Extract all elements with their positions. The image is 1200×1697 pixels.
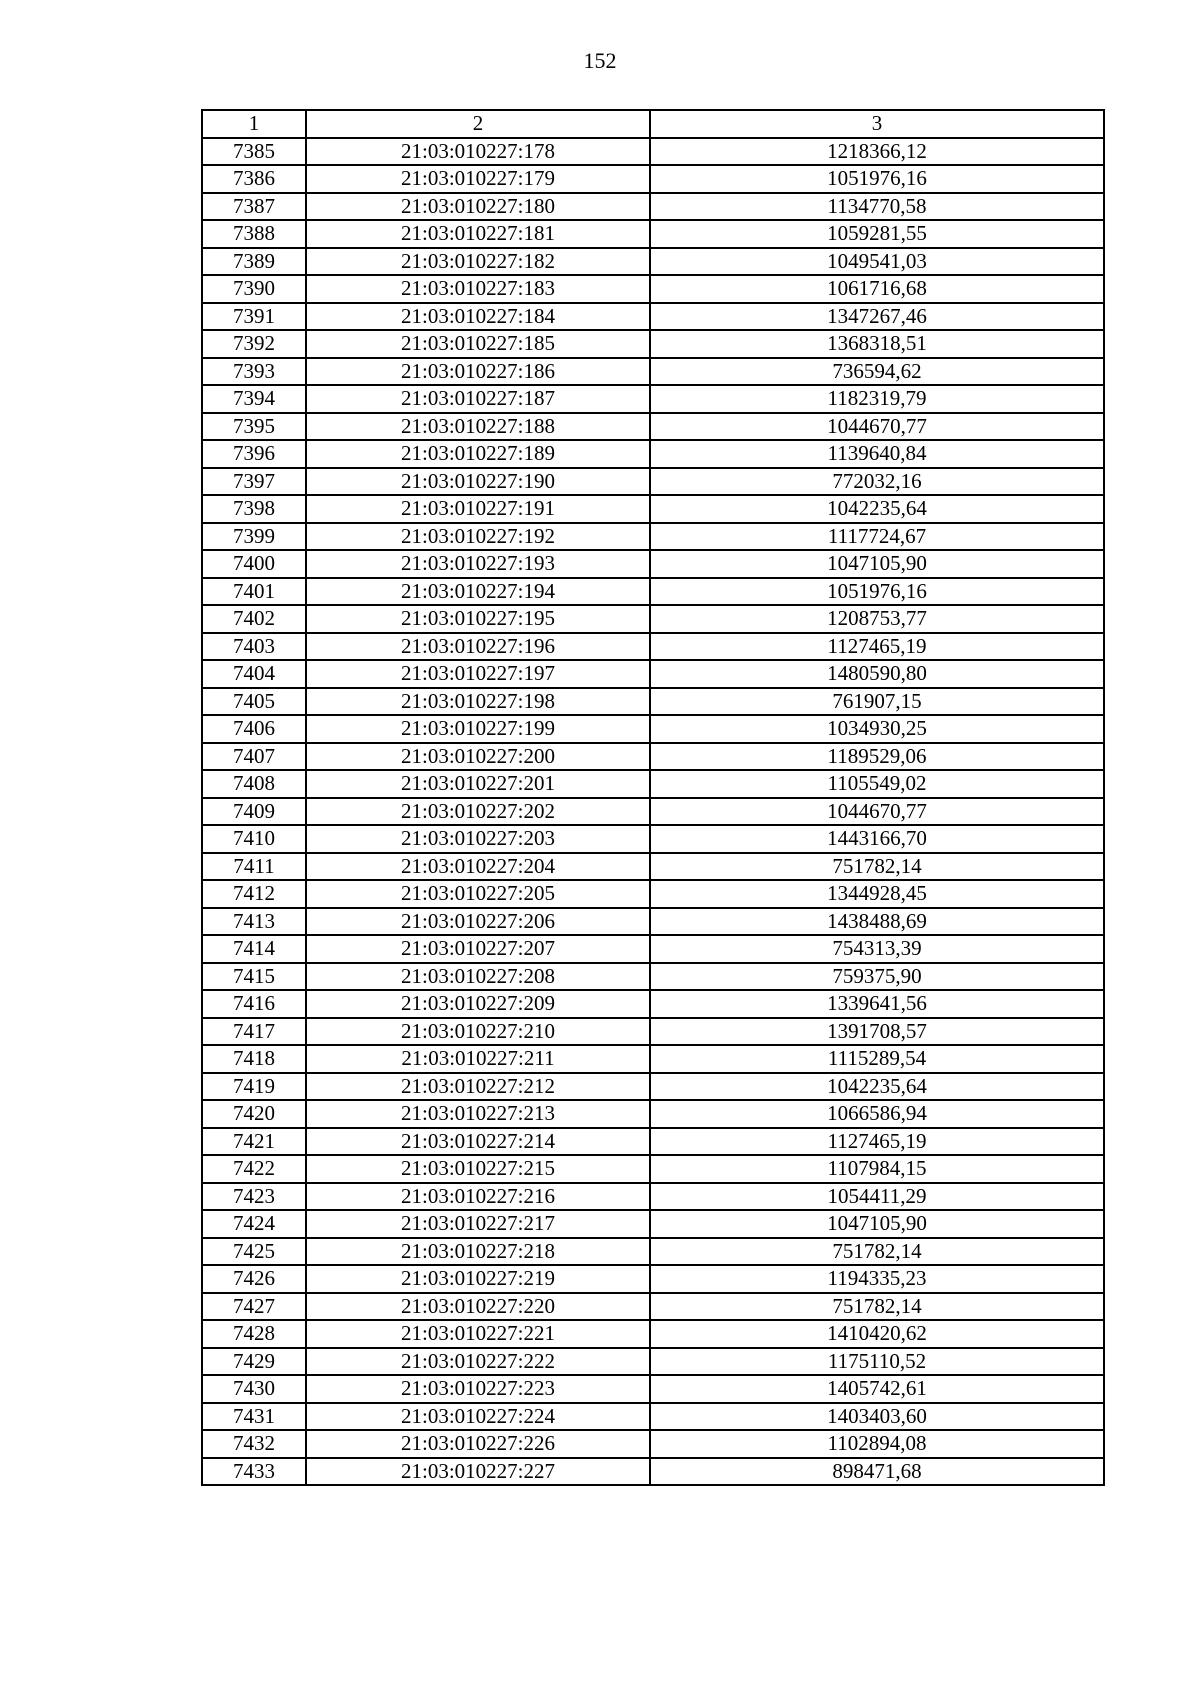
value-cell: 1410420,62 — [650, 1320, 1104, 1348]
value-cell: 1403403,60 — [650, 1403, 1104, 1431]
cadastral-number-cell: 21:03:010227:204 — [306, 853, 650, 881]
value-cell: 1047105,90 — [650, 550, 1104, 578]
row-number-cell: 7386 — [202, 165, 306, 193]
table-row — [202, 825, 1104, 853]
data-table — [201, 109, 1105, 1486]
row-number-cell: 7394 — [202, 385, 306, 413]
row-number-cell: 7425 — [202, 1238, 306, 1266]
row-number-cell: 7387 — [202, 193, 306, 221]
table-row — [202, 853, 1104, 881]
cadastral-number-cell: 21:03:010227:213 — [306, 1100, 650, 1128]
row-number-cell: 7429 — [202, 1348, 306, 1376]
row-number-cell: 7427 — [202, 1293, 306, 1321]
cadastral-number-cell: 21:03:010227:198 — [306, 688, 650, 716]
row-number-cell: 7399 — [202, 523, 306, 551]
row-number-cell: 7412 — [202, 880, 306, 908]
cadastral-number-cell: 21:03:010227:217 — [306, 1210, 650, 1238]
table-row — [202, 660, 1104, 688]
row-number-cell: 7424 — [202, 1210, 306, 1238]
value-cell: 1066586,94 — [650, 1100, 1104, 1128]
table-row — [202, 1073, 1104, 1101]
column-header: 2 — [306, 110, 650, 138]
value-cell: 1102894,08 — [650, 1430, 1104, 1458]
value-cell: 1049541,03 — [650, 248, 1104, 276]
row-number-cell: 7400 — [202, 550, 306, 578]
cadastral-number-cell: 21:03:010227:189 — [306, 440, 650, 468]
value-cell: 1127465,19 — [650, 1128, 1104, 1156]
cadastral-number-cell: 21:03:010227:203 — [306, 825, 650, 853]
cadastral-number-cell: 21:03:010227:190 — [306, 468, 650, 496]
row-number-cell: 7405 — [202, 688, 306, 716]
row-number-cell: 7388 — [202, 220, 306, 248]
table-row — [202, 1128, 1104, 1156]
value-cell: 754313,39 — [650, 935, 1104, 963]
value-cell: 1139640,84 — [650, 440, 1104, 468]
table-row — [202, 798, 1104, 826]
cadastral-number-cell: 21:03:010227:196 — [306, 633, 650, 661]
value-cell: 1134770,58 — [650, 193, 1104, 221]
table-body — [202, 138, 1104, 1486]
row-number-cell: 7432 — [202, 1430, 306, 1458]
table-row — [202, 440, 1104, 468]
value-cell: 1117724,67 — [650, 523, 1104, 551]
page-number: 152 — [583, 48, 617, 73]
table-row — [202, 1430, 1104, 1458]
table-row — [202, 193, 1104, 221]
row-number-cell: 7414 — [202, 935, 306, 963]
table-row — [202, 1320, 1104, 1348]
cadastral-number-cell: 21:03:010227:218 — [306, 1238, 650, 1266]
value-cell: 1189529,06 — [650, 743, 1104, 771]
table-row — [202, 1238, 1104, 1266]
row-number-cell: 7418 — [202, 1045, 306, 1073]
cadastral-number-cell: 21:03:010227:182 — [306, 248, 650, 276]
cadastral-number-cell: 21:03:010227:183 — [306, 275, 650, 303]
value-cell: 1182319,79 — [650, 385, 1104, 413]
cadastral-number-cell: 21:03:010227:226 — [306, 1430, 650, 1458]
cadastral-number-cell: 21:03:010227:221 — [306, 1320, 650, 1348]
row-number-cell: 7423 — [202, 1183, 306, 1211]
value-cell: 1218366,12 — [650, 138, 1104, 166]
cadastral-number-cell: 21:03:010227:222 — [306, 1348, 650, 1376]
row-number-cell: 7417 — [202, 1018, 306, 1046]
table-row — [202, 1348, 1104, 1376]
cadastral-number-cell: 21:03:010227:187 — [306, 385, 650, 413]
cadastral-number-cell: 21:03:010227:200 — [306, 743, 650, 771]
cadastral-number-cell: 21:03:010227:193 — [306, 550, 650, 578]
row-number-cell: 7404 — [202, 660, 306, 688]
cadastral-number-cell: 21:03:010227:192 — [306, 523, 650, 551]
cadastral-number-cell: 21:03:010227:199 — [306, 715, 650, 743]
value-cell: 1115289,54 — [650, 1045, 1104, 1073]
table-row — [202, 715, 1104, 743]
value-cell: 751782,14 — [650, 853, 1104, 881]
table-row — [202, 385, 1104, 413]
value-cell: 1344928,45 — [650, 880, 1104, 908]
cadastral-number-cell: 21:03:010227:219 — [306, 1265, 650, 1293]
value-cell: 1059281,55 — [650, 220, 1104, 248]
cadastral-number-cell: 21:03:010227:216 — [306, 1183, 650, 1211]
table-row — [202, 1375, 1104, 1403]
value-cell: 1034930,25 — [650, 715, 1104, 743]
value-cell: 761907,15 — [650, 688, 1104, 716]
value-cell: 1339641,56 — [650, 990, 1104, 1018]
column-header: 1 — [202, 110, 306, 138]
table-row — [202, 688, 1104, 716]
row-number-cell: 7422 — [202, 1155, 306, 1183]
cadastral-number-cell: 21:03:010227:201 — [306, 770, 650, 798]
table-row — [202, 1265, 1104, 1293]
cadastral-number-cell: 21:03:010227:180 — [306, 193, 650, 221]
value-cell: 1107984,15 — [650, 1155, 1104, 1183]
cadastral-number-cell: 21:03:010227:178 — [306, 138, 650, 166]
value-cell: 1051976,16 — [650, 165, 1104, 193]
row-number-cell: 7430 — [202, 1375, 306, 1403]
value-cell: 898471,68 — [650, 1458, 1104, 1486]
value-cell: 1042235,64 — [650, 1073, 1104, 1101]
table-row — [202, 880, 1104, 908]
cadastral-number-cell: 21:03:010227:185 — [306, 330, 650, 358]
cadastral-number-cell: 21:03:010227:188 — [306, 413, 650, 441]
table-row — [202, 1293, 1104, 1321]
row-number-cell: 7389 — [202, 248, 306, 276]
table-row — [202, 1403, 1104, 1431]
cadastral-number-cell: 21:03:010227:202 — [306, 798, 650, 826]
table-row — [202, 1155, 1104, 1183]
value-cell: 1042235,64 — [650, 495, 1104, 523]
row-number-cell: 7415 — [202, 963, 306, 991]
cadastral-number-cell: 21:03:010227:227 — [306, 1458, 650, 1486]
value-cell: 1347267,46 — [650, 303, 1104, 331]
row-number-cell: 7408 — [202, 770, 306, 798]
value-cell: 1443166,70 — [650, 825, 1104, 853]
row-number-cell: 7403 — [202, 633, 306, 661]
cadastral-number-cell: 21:03:010227:197 — [306, 660, 650, 688]
column-header: 3 — [650, 110, 1104, 138]
value-cell: 1047105,90 — [650, 1210, 1104, 1238]
row-number-cell: 7416 — [202, 990, 306, 1018]
row-number-cell: 7391 — [202, 303, 306, 331]
value-cell: 1208753,77 — [650, 605, 1104, 633]
table-row — [202, 220, 1104, 248]
row-number-cell: 7426 — [202, 1265, 306, 1293]
row-number-cell: 7396 — [202, 440, 306, 468]
cadastral-number-cell: 21:03:010227:179 — [306, 165, 650, 193]
row-number-cell: 7398 — [202, 495, 306, 523]
table-row — [202, 550, 1104, 578]
value-cell: 1061716,68 — [650, 275, 1104, 303]
cadastral-number-cell: 21:03:010227:191 — [306, 495, 650, 523]
row-number-cell: 7406 — [202, 715, 306, 743]
value-cell: 1044670,77 — [650, 798, 1104, 826]
table-row — [202, 633, 1104, 661]
table-row — [202, 1458, 1104, 1486]
table-header — [202, 110, 1104, 138]
cadastral-number-cell: 21:03:010227:194 — [306, 578, 650, 606]
table-row — [202, 935, 1104, 963]
header-row — [202, 110, 1104, 138]
cadastral-number-cell: 21:03:010227:220 — [306, 1293, 650, 1321]
row-number-cell: 7397 — [202, 468, 306, 496]
row-number-cell: 7431 — [202, 1403, 306, 1431]
cadastral-number-cell: 21:03:010227:208 — [306, 963, 650, 991]
table-row — [202, 605, 1104, 633]
table-row — [202, 275, 1104, 303]
row-number-cell: 7395 — [202, 413, 306, 441]
table-row — [202, 908, 1104, 936]
table-row — [202, 495, 1104, 523]
row-number-cell: 7428 — [202, 1320, 306, 1348]
row-number-cell: 7393 — [202, 358, 306, 386]
row-number-cell: 7407 — [202, 743, 306, 771]
value-cell: 736594,62 — [650, 358, 1104, 386]
row-number-cell: 7411 — [202, 853, 306, 881]
cadastral-number-cell: 21:03:010227:212 — [306, 1073, 650, 1101]
value-cell: 1105549,02 — [650, 770, 1104, 798]
row-number-cell: 7420 — [202, 1100, 306, 1128]
row-number-cell: 7410 — [202, 825, 306, 853]
row-number-cell: 7385 — [202, 138, 306, 166]
value-cell: 751782,14 — [650, 1293, 1104, 1321]
table-row — [202, 743, 1104, 771]
value-cell: 1405742,61 — [650, 1375, 1104, 1403]
cadastral-number-cell: 21:03:010227:186 — [306, 358, 650, 386]
cadastral-number-cell: 21:03:010227:207 — [306, 935, 650, 963]
row-number-cell: 7392 — [202, 330, 306, 358]
row-number-cell: 7433 — [202, 1458, 306, 1486]
row-number-cell: 7409 — [202, 798, 306, 826]
table-row — [202, 413, 1104, 441]
value-cell: 1391708,57 — [650, 1018, 1104, 1046]
cadastral-number-cell: 21:03:010227:184 — [306, 303, 650, 331]
value-cell: 1175110,52 — [650, 1348, 1104, 1376]
table-row — [202, 523, 1104, 551]
table-row — [202, 990, 1104, 1018]
value-cell: 772032,16 — [650, 468, 1104, 496]
value-cell: 1051976,16 — [650, 578, 1104, 606]
value-cell: 1480590,80 — [650, 660, 1104, 688]
cadastral-number-cell: 21:03:010227:215 — [306, 1155, 650, 1183]
table-row — [202, 1100, 1104, 1128]
cadastral-number-cell: 21:03:010227:214 — [306, 1128, 650, 1156]
row-number-cell: 7413 — [202, 908, 306, 936]
value-cell: 1044670,77 — [650, 413, 1104, 441]
table-row — [202, 770, 1104, 798]
table-row — [202, 1210, 1104, 1238]
table-row — [202, 1183, 1104, 1211]
row-number-cell: 7419 — [202, 1073, 306, 1101]
value-cell: 751782,14 — [650, 1238, 1104, 1266]
table-row — [202, 248, 1104, 276]
table-row — [202, 1018, 1104, 1046]
table-row — [202, 330, 1104, 358]
value-cell: 759375,90 — [650, 963, 1104, 991]
cadastral-number-cell: 21:03:010227:195 — [306, 605, 650, 633]
value-cell: 1438488,69 — [650, 908, 1104, 936]
row-number-cell: 7401 — [202, 578, 306, 606]
cadastral-number-cell: 21:03:010227:205 — [306, 880, 650, 908]
table-row — [202, 963, 1104, 991]
table-row — [202, 578, 1104, 606]
table-row — [202, 358, 1104, 386]
cadastral-number-cell: 21:03:010227:206 — [306, 908, 650, 936]
cadastral-number-cell: 21:03:010227:181 — [306, 220, 650, 248]
value-cell: 1194335,23 — [650, 1265, 1104, 1293]
row-number-cell: 7421 — [202, 1128, 306, 1156]
cadastral-number-cell: 21:03:010227:224 — [306, 1403, 650, 1431]
cadastral-number-cell: 21:03:010227:209 — [306, 990, 650, 1018]
table-row — [202, 165, 1104, 193]
value-cell: 1127465,19 — [650, 633, 1104, 661]
cadastral-number-cell: 21:03:010227:223 — [306, 1375, 650, 1403]
cadastral-number-cell: 21:03:010227:211 — [306, 1045, 650, 1073]
value-cell: 1368318,51 — [650, 330, 1104, 358]
table-row — [202, 468, 1104, 496]
table-row — [202, 303, 1104, 331]
cadastral-number-cell: 21:03:010227:210 — [306, 1018, 650, 1046]
table-row — [202, 1045, 1104, 1073]
row-number-cell: 7402 — [202, 605, 306, 633]
value-cell: 1054411,29 — [650, 1183, 1104, 1211]
row-number-cell: 7390 — [202, 275, 306, 303]
table-row — [202, 138, 1104, 166]
